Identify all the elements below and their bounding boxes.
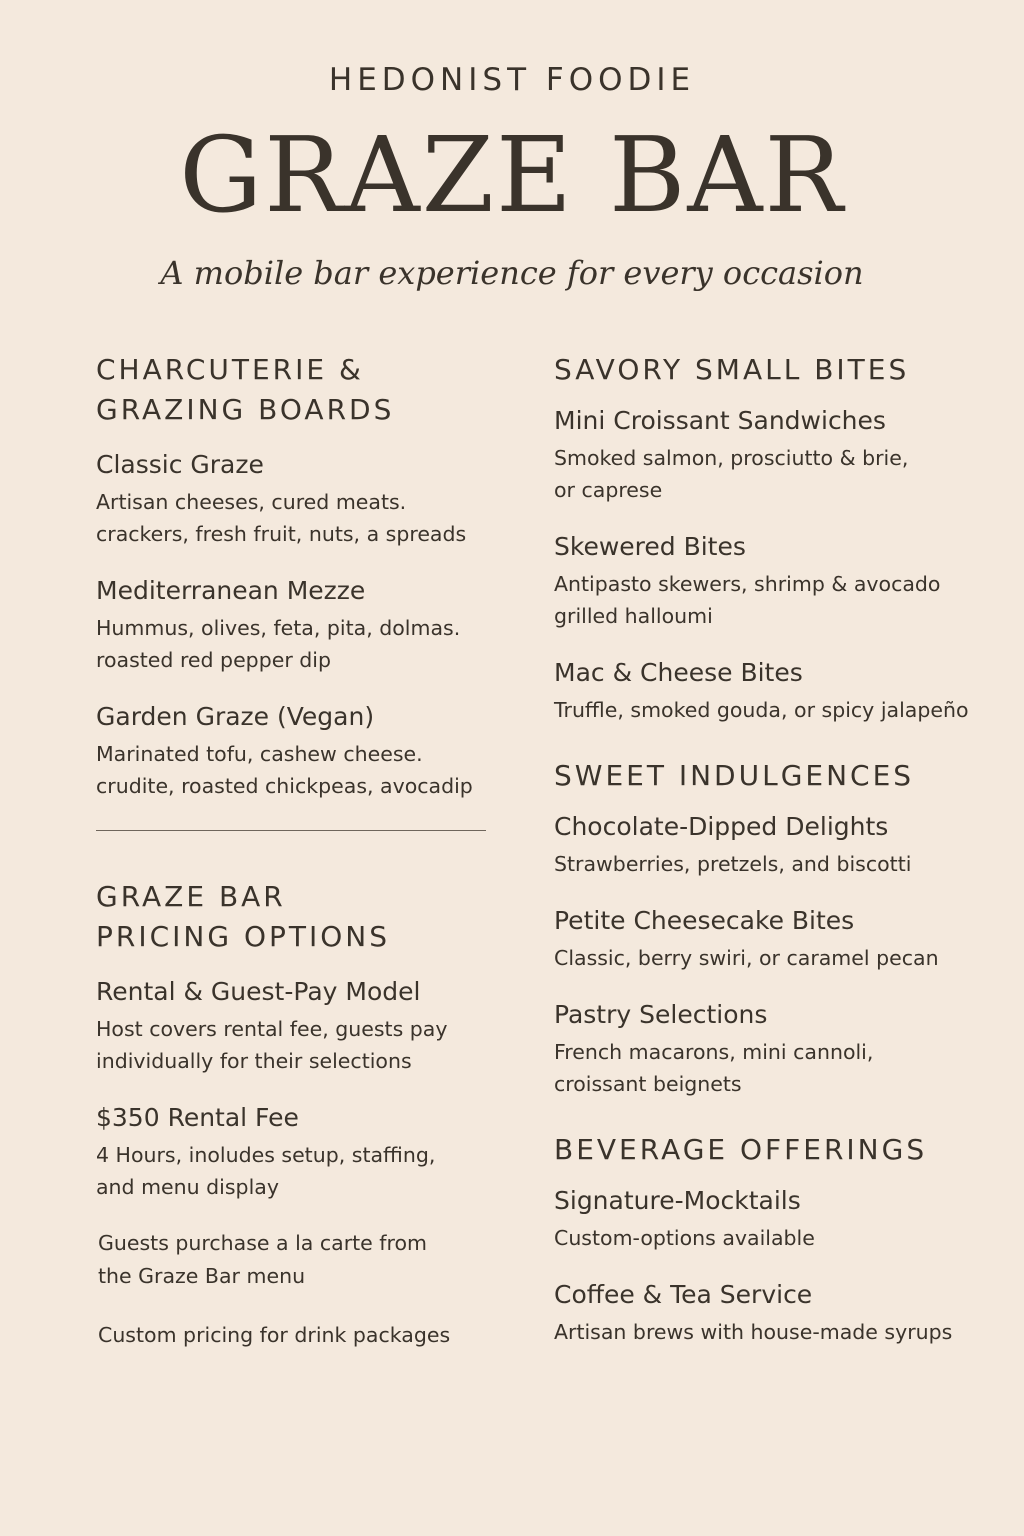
pricing-item [96,1101,496,1203]
charcuterie-heading: CHARCUTERIE & GRAZING BOARDS [96,353,395,426]
menu-item [96,574,496,676]
savory-section [554,350,994,726]
menu-item [554,1184,994,1254]
menu-item [554,810,994,880]
menu-item [554,998,994,1100]
charcuterie-section [96,350,496,802]
menu-item-description: Custom-options available [554,1226,815,1250]
menu-item-name: Petite Cheesecake Bites [554,906,855,935]
menu-item-name: Mediterranean Mezze [96,576,366,605]
pricing-item-description: 4 Hours, inoludes setup, staffing, and menu display [96,1143,436,1199]
menu-item [96,700,496,802]
menu-item-description: Hummus, olives, feta, pita, dolmas. roasted red pepper dip [96,616,461,672]
menu-item-description: Strawberries, pretzels, and biscotti [554,852,912,876]
menu-item [554,656,994,726]
section-divider [96,830,486,831]
menu-item-name: Signature-Mocktails [554,1186,801,1215]
beverage-section [554,1130,994,1348]
pricing-note: Guests purchase a la carte from the Graze Bar menu [98,1231,428,1288]
right-column [554,350,994,1378]
pricing-heading: GRAZE BAR PRICING OPTIONS [96,880,390,953]
menu-item-description: Antipasto skewers, shrimp & avocado grilled halloumi [554,572,941,628]
menu-item [554,904,994,974]
menu-item-description: Smoked salmon, prosciutto & brie, or caprese [554,446,909,502]
pricing-note: Custom pricing for drink packages [98,1323,451,1347]
sweet-section [554,756,994,1100]
brand-name: HEDONIST FOODIE [328,62,696,98]
pricing-item-name: $350 Rental Fee [96,1103,299,1132]
beverage-heading: BEVERAGE OFFERINGS [554,1133,928,1166]
menu-item-name: Pastry Selections [554,1000,768,1029]
menu-item-description: Classic, berry swiri, or caramel pecan [554,946,939,970]
menu-item-description: French macarons, mini cannoli, croissant beignets [554,1040,874,1096]
pricing-section [96,877,496,1352]
menu-item-description: Artisan cheeses, cured meats. crackers, fresh fruit, nuts, a spreads [96,490,467,546]
page-title: GRAZE BAR [179,114,845,236]
tagline: A mobile bar experience for every occasion [160,254,864,292]
pricing-item-description: Host covers rental fee, guests pay individually for their selections [96,1017,448,1073]
menu-item-description: Artisan brews with house-made syrups [554,1320,953,1344]
menu-item-description: Truffle, smoked gouda, or spicy jalapeño [554,698,969,722]
menu-item [554,1278,994,1348]
menu-item-description: Marinated tofu, cashew cheese. crudite, roasted chickpeas, avocadip [96,742,473,798]
pricing-item [96,975,496,1077]
menu-item-name: Skewered Bites [554,532,746,561]
menu-item [554,404,994,506]
menu-item-name: Garden Graze (Vegan) [96,702,375,731]
menu-item-name: Chocolate-Dipped Delights [554,812,889,841]
pricing-item-name: Rental & Guest-Pay Model [96,977,421,1006]
sweet-heading: SWEET INDULGENCES [554,759,915,792]
menu-item [96,448,496,550]
menu-item-name: Mini Croissant Sandwiches [554,406,886,435]
menu-item-name: Coffee & Tea Service [554,1280,813,1309]
left-column [96,350,496,1378]
menu-item-name: Classic Graze [96,450,264,479]
savory-heading: SAVORY SMALL BITES [554,353,910,386]
menu-item-name: Mac & Cheese Bites [554,658,803,687]
menu-item [554,530,994,632]
